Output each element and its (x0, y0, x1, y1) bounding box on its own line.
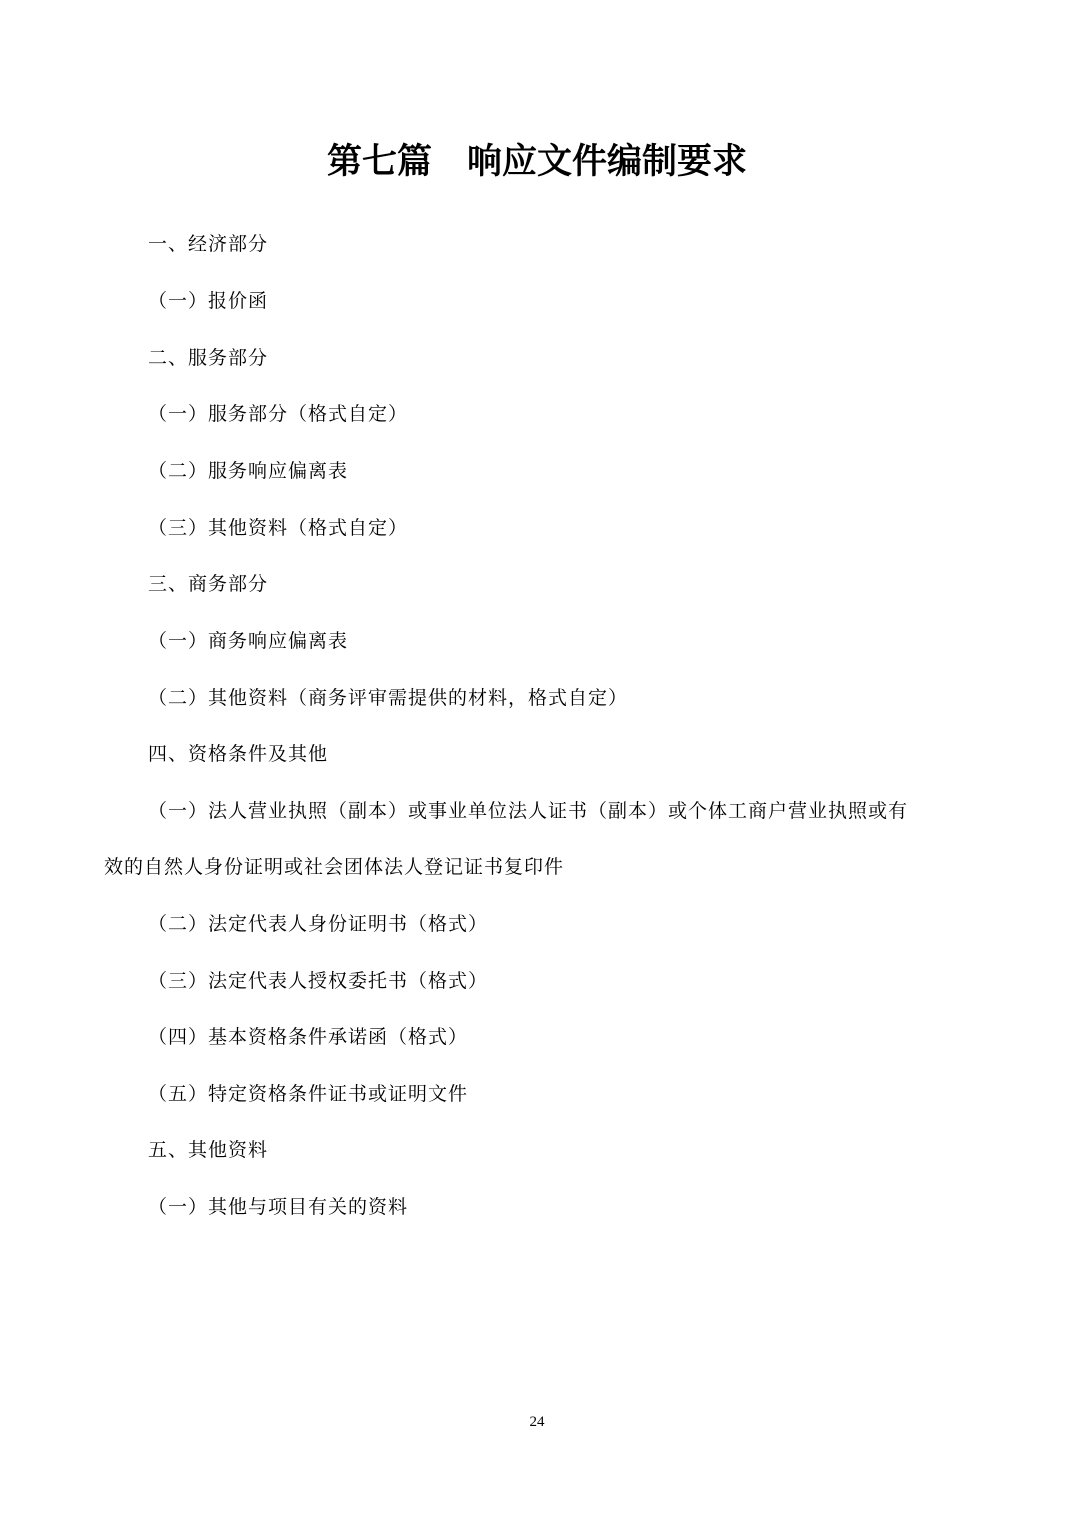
item-project-related-materials: （一）其他与项目有关的资料 (148, 1196, 409, 1218)
item-legal-rep-authorization: （三）法定代表人授权委托书（格式） (148, 970, 489, 992)
item-service-part: （一）服务部分（格式自定） (148, 403, 409, 425)
item-legal-rep-certificate: （二）法定代表人身份证明书（格式） (148, 913, 489, 935)
item-basic-qualification-letter: （四）基本资格条件承诺函（格式） (148, 1026, 469, 1048)
item-service-deviation-table: （二）服务响应偏离表 (148, 460, 349, 482)
item-service-other-materials: （三）其他资料（格式自定） (148, 517, 409, 539)
section-service: 二、服务部分 (148, 347, 269, 369)
section-business: 三、商务部分 (148, 573, 269, 595)
page-number: 24 (529, 1414, 545, 1430)
page-title: 第七篇 响应文件编制要求 (326, 142, 747, 182)
item-business-other-materials: （二）其他资料（商务评审需提供的材料，格式自定） (148, 687, 629, 709)
item-business-deviation-table: （一）商务响应偏离表 (148, 630, 349, 652)
item-quote-letter: （一）报价函 (148, 290, 269, 312)
section-other-materials: 五、其他资料 (148, 1139, 269, 1161)
item-business-license-continued: 效的自然人身份证明或社会团体法人登记证书复印件 (104, 856, 565, 878)
section-economic: 一、经济部分 (148, 233, 269, 255)
section-qualification: 四、资格条件及其他 (148, 743, 329, 765)
item-business-license: （一）法人营业执照（副本）或事业单位法人证书（副本）或个体工商户营业执照或有 (148, 800, 909, 822)
item-special-qualification-docs: （五）特定资格条件证书或证明文件 (148, 1083, 469, 1105)
